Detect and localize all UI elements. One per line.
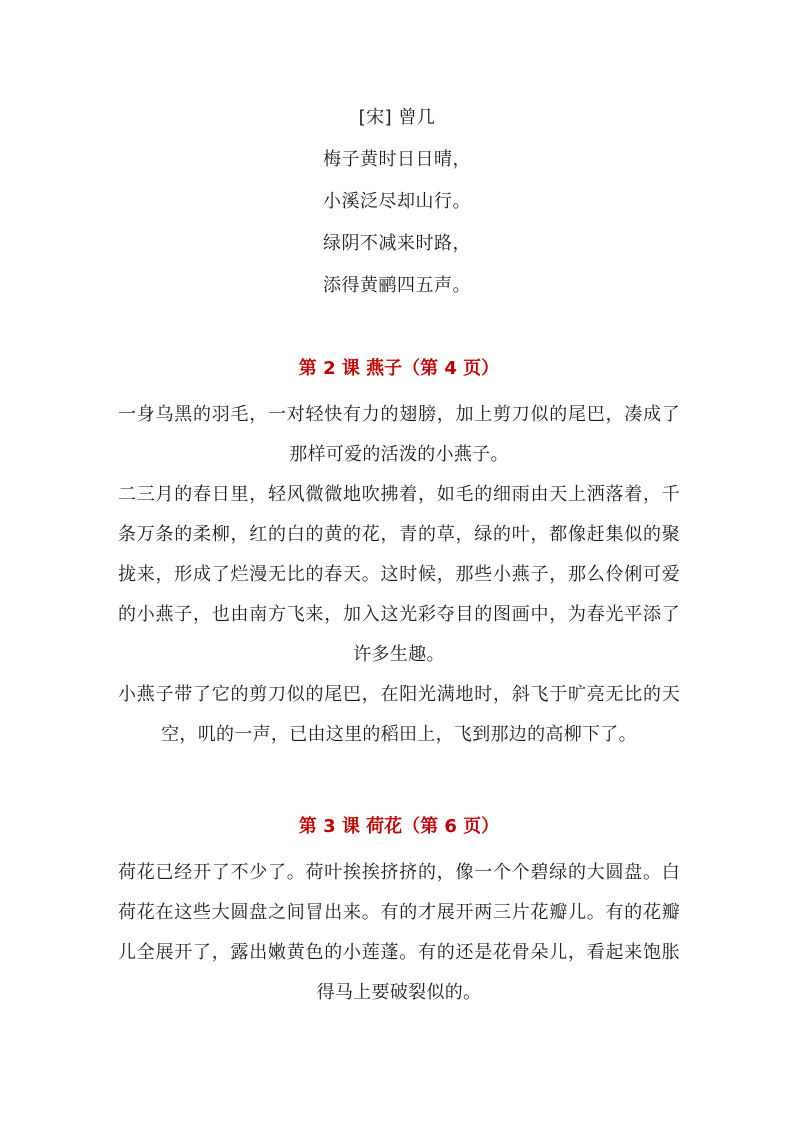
lesson-paragraph: 小燕子带了它的剪刀似的尾巴，在阳光满地时，斜飞于旷亮无比的天空，叽的一声，已由这里的稻田上，飞到那边的高柳下了。 bbox=[118, 684, 680, 745]
lesson-section-lotus bbox=[118, 813, 680, 1013]
lesson-section-swallow bbox=[118, 355, 680, 755]
lesson-paragraph: 荷花已经开了不少了。荷叶挨挨挤挤的，像一个个碧绿的大圆盘。白荷花在这些大圆盘之间冒出来。有的才展开两三片花瓣儿。有的花瓣儿全展开了，露出嫩黄色的小莲蓬。有的还是花骨朵儿，看起来饱胀得马上要破裂似的。 bbox=[118, 862, 680, 1003]
lesson-paragraph: 一身乌黑的羽毛，一对轻快有力的翅膀，加上剪刀似的尾巴，凑成了那样可爱的活泼的小燕子。 bbox=[118, 404, 680, 465]
lesson-title: 第 2 课 燕子（第 4 页） bbox=[298, 358, 500, 379]
lesson-paragraph: 二三月的春日里，轻风微微地吹拂着，如毛的细雨由天上洒落着，千条万条的柔柳，红的白的黄的花，青的草，绿的叶，都像赶集似的聚拢来，形成了烂漫无比的春天。这时候，那些小燕子，那么伶俐可爱的小燕子，也由南方飞来，加入这光彩夺目的图画中，为春光平添了许多生趣。 bbox=[118, 484, 680, 665]
poem-line: 梅子黄时日日晴， bbox=[323, 149, 471, 170]
lesson-title: 第 3 课 荷花（第 6 页） bbox=[298, 816, 500, 837]
poem-line: 绿阴不减来时路， bbox=[323, 233, 471, 254]
poem-author: [宋] 曾几 bbox=[358, 107, 436, 128]
poem-line: 小溪泛尽却山行。 bbox=[323, 191, 471, 212]
poem-line: 添得黄鹂四五声。 bbox=[323, 275, 471, 296]
poem-block bbox=[0, 104, 794, 314]
